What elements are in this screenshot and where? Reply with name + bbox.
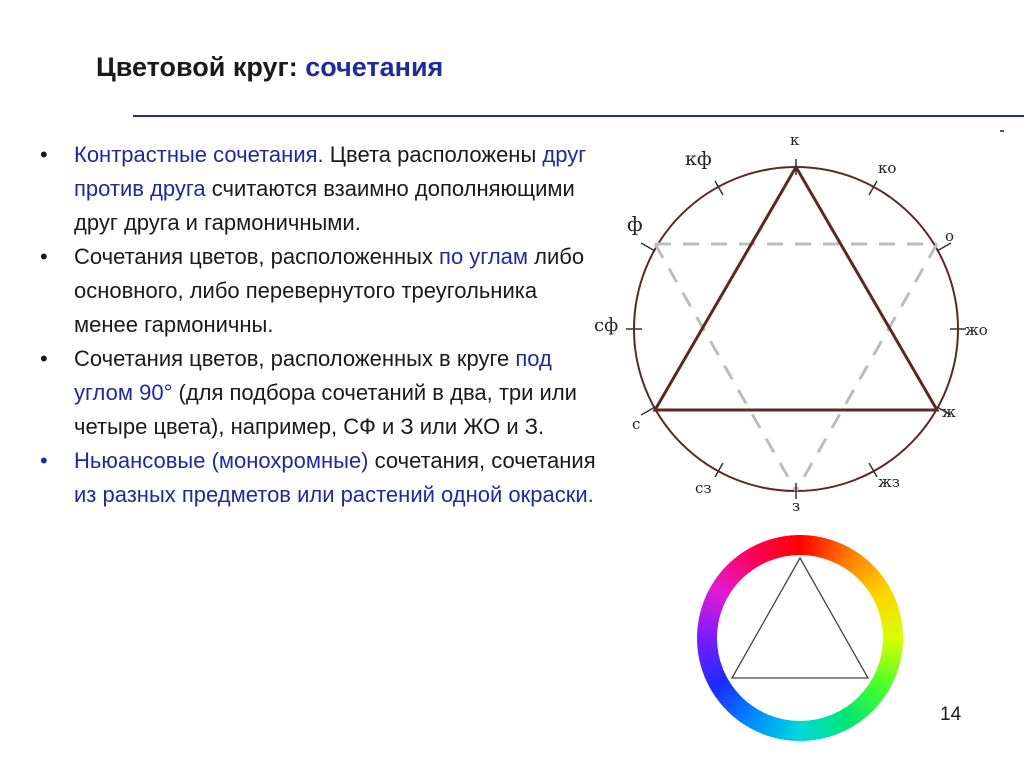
circle-ticks	[626, 159, 966, 499]
label-o: о	[945, 227, 955, 245]
slide-title	[96, 52, 443, 83]
main-triangle	[655, 167, 937, 410]
inverted-triangle-left-edge	[655, 244, 796, 491]
title-accent: сочетания	[305, 52, 444, 82]
label-ko: ко	[878, 159, 897, 177]
label-sz: сз	[695, 479, 712, 497]
bullet-3-seg-3: (для подбора сочетаний в два, три или четыре цвета), например, СФ и З или ЖО и З.	[74, 380, 577, 439]
label-zho: жо	[965, 321, 988, 339]
bullet-marker: •	[40, 142, 48, 167]
page-number: 14	[940, 704, 962, 725]
bullet-4-seg-3: из разных предметов или растений одной окраски.	[74, 482, 594, 507]
bullet-1-seg-3: друг против друга	[74, 142, 587, 201]
label-f: ф	[627, 212, 643, 236]
label-z: з	[792, 497, 801, 515]
bullet-1-seg-2: Цвета расположены	[323, 142, 543, 167]
bullet-2-seg-2: по углам	[439, 244, 529, 269]
color-wheel-image	[690, 528, 910, 748]
bullet-2-seg-1: Сочетания цветов, расположенных	[74, 244, 440, 269]
wheel-inner	[718, 556, 882, 720]
label-zhz: жз	[878, 473, 900, 491]
bullet-item-contrast	[40, 138, 600, 240]
bullet-3-seg-2: под углом 90°	[74, 346, 552, 405]
bullet-item-monochrome	[40, 444, 600, 512]
bullet-4-seg-2: сочетания, сочетания	[368, 448, 596, 473]
bullet-item-triangle	[40, 240, 600, 342]
label-s: с	[632, 415, 641, 433]
bullet-list	[40, 138, 600, 512]
bullet-marker: •	[40, 448, 48, 473]
label-k: к	[790, 131, 800, 149]
bullet-3-seg-1: Сочетания цветов, расположенных в круге	[74, 346, 516, 371]
diagram-circle	[634, 167, 958, 491]
bullet-4-seg-1: Ньюансовые (монохромные)	[74, 448, 369, 473]
bullet-marker: •	[40, 346, 48, 371]
bullet-marker: •	[40, 244, 48, 269]
label-zh: ж	[942, 403, 956, 421]
color-circle-diagram	[580, 125, 1024, 525]
title-underline	[133, 115, 1024, 117]
label-sf: сф	[594, 315, 619, 336]
bullet-1-seg-4: считаются взаимно дополняющими друг друга и гармоничными.	[74, 176, 575, 235]
tick	[641, 243, 655, 251]
inverted-triangle-right-edge	[796, 244, 937, 491]
label-kf: кф	[685, 148, 712, 170]
bullet-item-90-degrees	[40, 342, 600, 444]
bullet-2-seg-3: либо основного, либо перевернутого треугольника менее гармоничны.	[74, 244, 585, 337]
bullet-1-seg-1: Контрастные сочетания.	[74, 142, 324, 167]
title-main: Цветовой круг:	[96, 52, 306, 82]
